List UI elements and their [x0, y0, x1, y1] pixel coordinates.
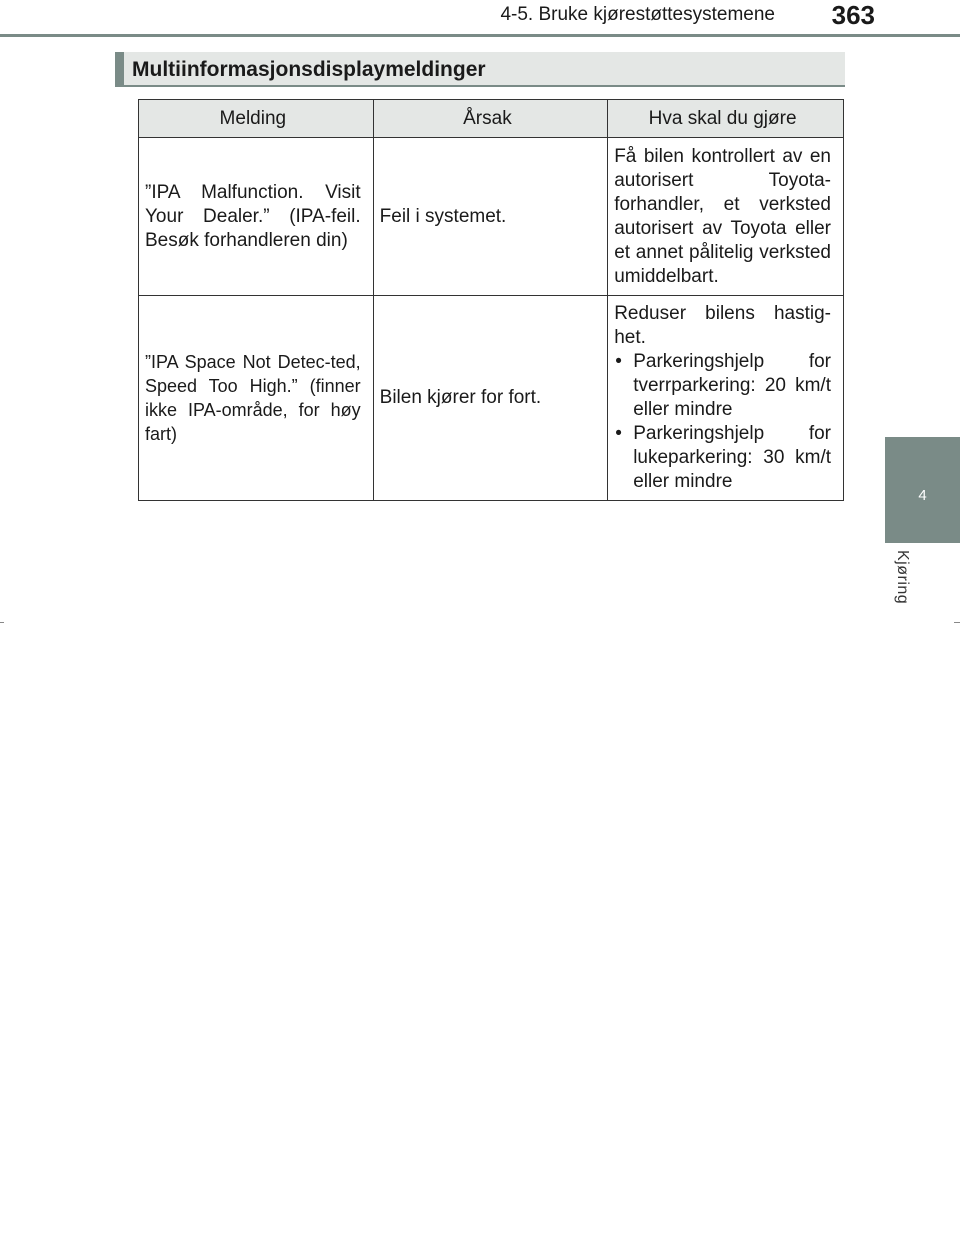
cause-cell: Bilen kjører for fort. — [373, 296, 608, 501]
crop-mark — [0, 622, 4, 623]
list-item: • Parkeringshjelp for tverrparkering: 20 km/t eller mindre — [614, 350, 831, 422]
action-bullet-list — [614, 350, 831, 494]
chapter-side-tab — [885, 437, 960, 543]
action-cell: Få bilen kontrollert av en autorisert Toyota-forhandler, et verksted autorisert av Toyota eller et annet pålitelig verksted umiddelbart. — [608, 138, 844, 296]
column-header-action: Hva skal du gjøre — [608, 100, 844, 138]
action-text: Reduser bilens hastig-het. — [614, 303, 831, 348]
section-heading-text: Multiinformasjonsdisplaymeldinger — [132, 58, 486, 81]
display-messages-table — [138, 99, 844, 501]
section-heading — [115, 52, 845, 87]
chapter-name: Kjøring — [894, 550, 911, 605]
header-divider — [0, 34, 960, 37]
table-row — [139, 138, 844, 296]
action-cell — [608, 296, 844, 501]
table-row — [139, 296, 844, 501]
heading-accent-bar — [115, 52, 124, 85]
column-header-cause: Årsak — [373, 100, 608, 138]
chapter-number: 4 — [918, 487, 927, 504]
crop-mark — [954, 622, 960, 623]
cause-cell: Feil i systemet. — [373, 138, 608, 296]
list-item: • Parkeringshjelp for lukeparkering: 30 km/t eller mindre — [614, 422, 831, 494]
page-header — [0, 0, 960, 40]
message-cell: ”IPA Malfunction. Visit Your Dealer.” (IPA-feil. Besøk forhandleren din) — [139, 138, 374, 296]
message-cell: ”IPA Space Not Detec-ted, Speed Too High.” (finner ikke IPA-område, for høy fart) — [139, 296, 374, 501]
page-number: 363 — [831, 0, 875, 30]
chapter-section-title: 4-5. Bruke kjørestøttesystemene — [500, 4, 775, 25]
table-header-row — [139, 100, 844, 138]
column-header-message: Melding — [139, 100, 374, 138]
chapter-side-label — [893, 550, 913, 620]
